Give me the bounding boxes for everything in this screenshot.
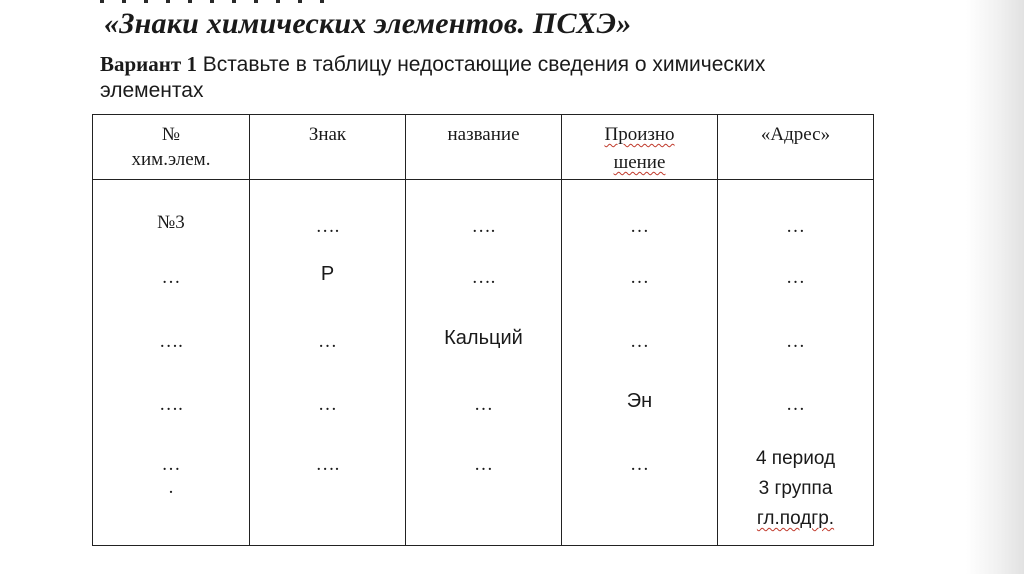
header-number [93, 115, 250, 180]
instruction [100, 51, 900, 104]
cell-pron-text: … [630, 454, 649, 476]
header-sign-label: Знак [308, 124, 347, 145]
cell-number-text: …. [159, 330, 183, 352]
cell-pron [562, 434, 718, 545]
cell-sign [250, 307, 406, 371]
address-period: 4 период [755, 448, 836, 470]
cell-address [718, 370, 874, 434]
cell-address-text: … [786, 394, 805, 416]
cell-number [93, 434, 250, 545]
cell-name [406, 434, 562, 545]
cell-sign [250, 370, 406, 434]
cell-sign-text: Р [320, 263, 335, 286]
cell-address [718, 243, 874, 307]
cell-sign-text: … [318, 330, 337, 352]
header-pron-line2: шение [613, 152, 666, 173]
header-pronunciation [562, 115, 718, 180]
instruction-text-1: Вставьте в таблицу недостающие сведения о химических [196, 53, 766, 76]
table-row [93, 307, 874, 371]
cell-number [93, 179, 250, 243]
address-group: 3 группа [758, 478, 833, 500]
cell-address-text: … [786, 330, 805, 352]
header-sign [250, 115, 406, 180]
instruction-text-2: элементах [100, 79, 204, 102]
table-row [93, 434, 874, 545]
cell-sign-text: … [318, 394, 337, 416]
cell-name-text: …. [471, 215, 496, 237]
cell-pron [562, 179, 718, 243]
cell-address [718, 179, 874, 243]
header-address [718, 115, 874, 180]
table-row [93, 243, 874, 307]
cell-number-text: №3 [157, 211, 185, 233]
cell-address [718, 434, 874, 545]
cell-number-text: … [161, 267, 181, 289]
cell-name-text: … [474, 394, 493, 416]
cell-name [406, 179, 562, 243]
elements-table [92, 114, 874, 546]
cell-address-text: … [786, 215, 805, 237]
cell-name [406, 370, 562, 434]
cell-sign [250, 179, 406, 243]
page-edge-shadow [966, 0, 1024, 574]
cell-address [718, 307, 874, 371]
address-subgroup: гл.подгр. [756, 508, 835, 530]
cell-name-text: … [474, 454, 493, 476]
header-name-label: название [447, 124, 520, 145]
cell-sign-text: …. [315, 454, 340, 476]
cell-number [93, 307, 250, 371]
variant-label: Вариант 1 [100, 52, 197, 76]
table-row [93, 179, 874, 243]
cell-name-text: …. [471, 267, 496, 289]
cell-pron [562, 243, 718, 307]
cell-address-text: … [786, 267, 805, 289]
cell-sign [250, 243, 406, 307]
cell-pron [562, 370, 718, 434]
header-address-label: «Адрес» [760, 124, 831, 145]
table-header-row [93, 115, 874, 180]
cell-sign [250, 434, 406, 545]
cell-number [93, 243, 250, 307]
header-pron-line1: Произно [604, 124, 675, 145]
cell-name [406, 307, 562, 371]
cell-number-extra: . [168, 477, 174, 499]
cell-number-text: … [161, 454, 181, 476]
cell-pron-text: … [630, 330, 649, 352]
cell-pron-text: … [630, 215, 649, 237]
cell-number-text: …. [159, 394, 183, 416]
table-row [93, 370, 874, 434]
page-title: «Знаки химических элементов. ПСХЭ» [104, 7, 632, 40]
cell-name [406, 243, 562, 307]
cell-pron-text: … [630, 267, 649, 289]
header-number-line2: хим.элем. [131, 149, 211, 170]
cell-sign-text: …. [315, 215, 340, 237]
cell-name-text: Кальций [444, 326, 523, 349]
header-name [406, 115, 562, 180]
cell-number [93, 370, 250, 434]
cell-pron-text: Эн [626, 390, 653, 413]
cell-pron [562, 307, 718, 371]
header-number-line1: № [161, 124, 181, 145]
